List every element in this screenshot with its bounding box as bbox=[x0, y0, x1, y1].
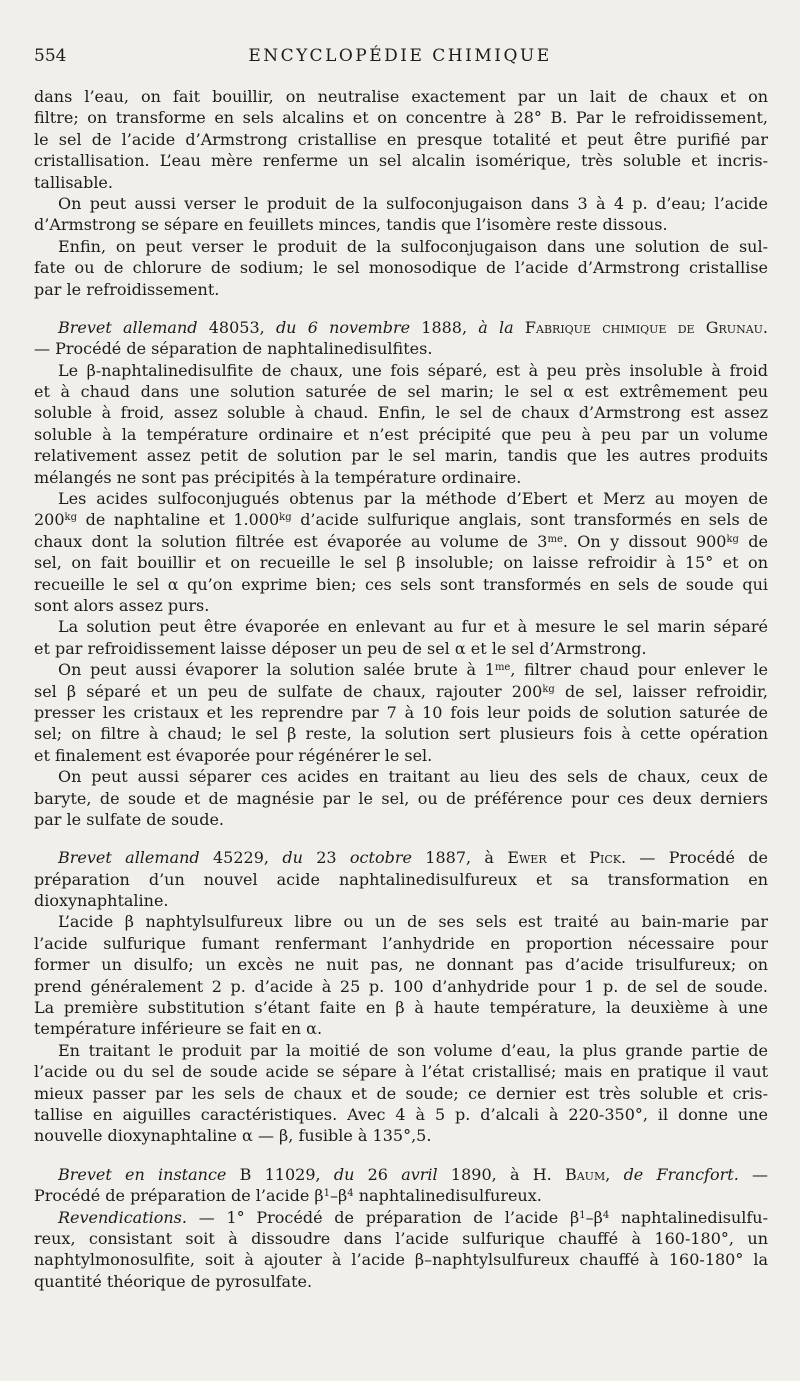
text-line bbox=[34, 317, 768, 338]
text-span: . On y dissout 900 bbox=[562, 531, 727, 551]
superscript: 1 bbox=[579, 1209, 586, 1221]
italic-text: octobre bbox=[349, 848, 412, 868]
italic-text: Brevet allemand bbox=[58, 848, 200, 868]
text-line: filtre; on transforme en sels alcalins et on concentre à 28° B. Par le refroidissement, bbox=[34, 108, 768, 128]
text-line bbox=[34, 531, 768, 552]
text-line: presser les cristaux et les reprendre par 7 à 10 fois leur poids de solution saturée de bbox=[34, 702, 768, 722]
text-span: — 1° Procédé de préparation de l’acide β bbox=[186, 1207, 580, 1227]
text-line: par le refroidissement. bbox=[34, 279, 220, 299]
italic-text: Brevet allemand bbox=[58, 317, 198, 337]
paragraph bbox=[34, 616, 768, 659]
superscript: 1 bbox=[323, 1188, 331, 1200]
text-line: température inférieure se fait en α. bbox=[34, 1019, 323, 1039]
text-span: 1890, à H. bbox=[437, 1164, 565, 1184]
text-line: La solution peut être évaporée en enlevant au fur et à mesure le sel marin séparé bbox=[58, 617, 768, 637]
text-line: cristallisation. L’eau mère renferme un sel alcalin isomérique, très soluble et incris- bbox=[34, 151, 768, 171]
patent-number: 45229, bbox=[199, 848, 283, 868]
patent-number: B 11029, bbox=[226, 1164, 334, 1184]
text-line: Le β-naphtalinedisulfite de chaux, une fois séparé, est à peu près insoluble à froid bbox=[58, 360, 768, 380]
italic-text: du bbox=[333, 1164, 355, 1184]
text-line: préparation d’un nouvel acide naphtalinedisulfureux et sa transformation en bbox=[34, 869, 768, 889]
paragraph bbox=[34, 1040, 768, 1147]
text-line: En traitant le produit par la moitié de son volume d’eau, la plus grande partie de bbox=[58, 1040, 768, 1060]
text-line: dans l’eau, on fait bouillir, on neutralise exactement par un lait de chaux et on bbox=[34, 87, 768, 106]
text-line: quantité théorique de pyrosulfate. bbox=[34, 1271, 313, 1291]
inventor-name: Baum bbox=[564, 1164, 606, 1184]
italic-text: de Francfort. bbox=[623, 1164, 739, 1184]
italic-text: à la bbox=[478, 317, 514, 337]
running-title: ENCYCLOPÉDIE CHIMIQUE bbox=[248, 46, 552, 66]
text-line: mélangés ne sont pas précipités à la température ordinaire. bbox=[34, 467, 522, 487]
paragraph bbox=[34, 360, 768, 488]
text-span: Procédé de préparation de l’acide β bbox=[34, 1186, 324, 1206]
date: 26 bbox=[354, 1164, 402, 1184]
paragraph bbox=[34, 488, 768, 616]
text-line bbox=[34, 1185, 768, 1206]
patent-number: 48053, bbox=[197, 317, 276, 337]
text-line: et finalement est évaporée pour régénérer le sel. bbox=[34, 745, 433, 765]
text-line: sel, on fait bouillir et on recueille le sel β insoluble; on laisse refroidir à 15° et on bbox=[34, 553, 768, 573]
italic-text: avril bbox=[401, 1164, 438, 1184]
text-line: soluble à froid, assez soluble à chaud. Enfin, le sel de chaux d’Armstrong est assez bbox=[34, 403, 768, 423]
italic-text: du 6 novembre bbox=[275, 317, 411, 337]
text-span: –β bbox=[585, 1207, 603, 1227]
text-span: et bbox=[546, 848, 590, 868]
text-line bbox=[34, 509, 768, 530]
text-line: dioxynaphtaline. bbox=[34, 891, 169, 911]
text-line: prend généralement 2 p. d’acide à 25 p. 100 d’anhydride pour 1 p. de sel de soude. bbox=[34, 976, 768, 996]
text-span: chaux dont la solution filtrée est évaporée au volume de 3 bbox=[34, 531, 548, 551]
text-span: naphtalinedisulfureux. bbox=[353, 1186, 542, 1206]
text-line: nouvelle dioxynaphtaline α — β, fusible à 135°,5. bbox=[34, 1126, 432, 1146]
text-line: On peut aussi séparer ces acides en traitant au lieu des sels de chaux, ceux de bbox=[58, 767, 768, 787]
superscript: kg bbox=[279, 512, 292, 524]
section-gap bbox=[34, 300, 768, 317]
text-span: , filtrer chaud pour enlever le bbox=[510, 660, 769, 680]
inventor-name: Pick bbox=[589, 848, 621, 868]
paragraph bbox=[34, 659, 768, 766]
text-span: — bbox=[738, 1164, 769, 1184]
text-line: recueille le sel α qu’on exprime bien; ces sels sont transformés en sels de soude qui bbox=[34, 574, 768, 594]
text-span: sel β séparé et un peu de sulfate de chaux, rajouter 200 bbox=[34, 681, 543, 701]
text-line: Les acides sulfoconjugués obtenus par la méthode d’Ebert et Merz au moyen de bbox=[58, 489, 768, 509]
superscript: kg bbox=[726, 533, 739, 545]
text-span: , bbox=[605, 1164, 624, 1184]
text-line: former un disulfo; un excès ne nuit pas, ne donnant pas d’acide trisulfureux; on bbox=[34, 955, 768, 975]
patent-heading bbox=[34, 847, 768, 911]
section-gap bbox=[34, 830, 768, 847]
text-line: La première substitution s’étant faite en β à haute température, la deuxième à une bbox=[34, 998, 768, 1018]
patent-heading bbox=[34, 1164, 768, 1207]
text-line: relativement assez petit de solution par le sel marin, tandis que les autres produits bbox=[34, 446, 768, 466]
text-span: de sel, laisser refroidir, bbox=[554, 681, 768, 701]
paragraph bbox=[34, 1207, 768, 1293]
text-span: –β bbox=[330, 1186, 348, 1206]
text-line: baryte, de soude et de magnésie par le sel, ou de préférence pour ces deux derniers bbox=[34, 788, 768, 808]
text-line: l’acide ou du sel de soude acide se sépare à l’état cristallisé; mais en pratique il vaut bbox=[34, 1062, 768, 1082]
text-span: de bbox=[738, 531, 769, 551]
text-line: Enfin, on peut verser le produit de la sulfoconjugaison dans une solution de sul- bbox=[58, 236, 768, 256]
paragraph bbox=[34, 86, 768, 193]
text-line: le sel de l’acide d’Armstrong cristallise en presque totalité et peut être purifié par bbox=[34, 129, 768, 149]
paragraph bbox=[34, 911, 768, 1039]
text-line: tallise en aiguilles caractéristiques. Avec 4 à 5 p. d’alcali à 220-350°, il donne une bbox=[34, 1104, 768, 1124]
text-span: On peut aussi évaporer la solution salée brute à 1 bbox=[58, 660, 495, 680]
page-header bbox=[34, 46, 766, 72]
paragraph bbox=[34, 193, 768, 236]
text-line: d’Armstrong se sépare en feuillets minces, tandis que l’isomère reste dissous. bbox=[34, 215, 668, 235]
text-line: et par refroidissement laisse déposer un peu de sel α et le sel d’Armstrong. bbox=[34, 638, 647, 658]
inventor-name: Ewer bbox=[507, 848, 547, 868]
text-span: 1887, à bbox=[411, 848, 508, 868]
italic-text: du bbox=[282, 848, 303, 868]
text-line bbox=[34, 681, 768, 702]
paragraph bbox=[34, 236, 768, 300]
text-line: — Procédé de séparation de naphtalinedisulfites. bbox=[34, 339, 433, 359]
text-line: L’acide β naphtylsulfureux libre ou un de ses sels est traité au bain-marie par bbox=[58, 912, 768, 932]
text-line: et à chaud dans une solution saturée de sel marin; le sel α est extrêmement peu bbox=[34, 382, 768, 402]
superscript: 4 bbox=[602, 1209, 610, 1221]
page-number: 554 bbox=[34, 46, 67, 66]
italic-text: Revendications. bbox=[58, 1207, 187, 1227]
paragraph bbox=[34, 766, 768, 830]
text-line: tallisable. bbox=[34, 172, 113, 192]
text-line: naphtylmonosulfite, soit à ajouter à l’acide β–naphtylsulfureux chauffé à 160-180° la bbox=[34, 1250, 768, 1270]
superscript: kg bbox=[64, 512, 78, 524]
text-span: . — Procédé de bbox=[620, 848, 768, 868]
superscript: me bbox=[547, 533, 563, 545]
text-line: sel; on filtre à chaud; le sel β reste, la solution sert plusieurs fois à cette opération bbox=[34, 724, 768, 744]
text-line: fate ou de chlorure de sodium; le sel monosodique de l’acide d’Armstrong cristallise bbox=[34, 258, 768, 278]
superscript: kg bbox=[542, 683, 555, 695]
patent-holder: Fabrique chimique de Grunau. bbox=[513, 317, 769, 337]
section-gap bbox=[34, 1147, 768, 1164]
text-line bbox=[34, 659, 768, 680]
text-line: mieux passer par les sels de chaux et de soude; ce dernier est très soluble et cris- bbox=[34, 1083, 768, 1103]
year: 1888, bbox=[410, 317, 479, 337]
patent-heading bbox=[34, 317, 768, 360]
superscript: me bbox=[494, 662, 511, 674]
text-span: d’acide sulfurique anglais, sont transformés en sels de bbox=[291, 510, 768, 530]
text-line bbox=[34, 1207, 768, 1228]
text-line: l’acide sulfurique fumant renfermant l’anhydride en proportion nécessaire pour bbox=[34, 933, 768, 953]
text-line: soluble à la température ordinaire et n’est précipité que peu à peu par un volume bbox=[34, 424, 768, 444]
text-line: sont alors assez purs. bbox=[34, 595, 210, 615]
text-line bbox=[34, 1164, 768, 1185]
text-line: reux, consistant soit à dissoudre dans l’acide sulfurique chauffé à 160-180°, un bbox=[34, 1228, 768, 1248]
text-span: de naphtaline et 1.000 bbox=[77, 510, 280, 530]
italic-text: Brevet en instance bbox=[58, 1164, 227, 1184]
text-line: On peut aussi verser le produit de la sulfoconjugaison dans 3 à 4 p. d’eau; l’acide bbox=[58, 193, 768, 213]
date: 23 bbox=[302, 848, 350, 868]
text-line: par le sulfate de soude. bbox=[34, 809, 225, 829]
text-span: naphtalinedisulfu- bbox=[609, 1207, 768, 1227]
text-span: 200 bbox=[34, 510, 65, 530]
superscript: 4 bbox=[347, 1188, 354, 1200]
body-text bbox=[34, 86, 768, 1292]
text-line bbox=[34, 847, 768, 868]
